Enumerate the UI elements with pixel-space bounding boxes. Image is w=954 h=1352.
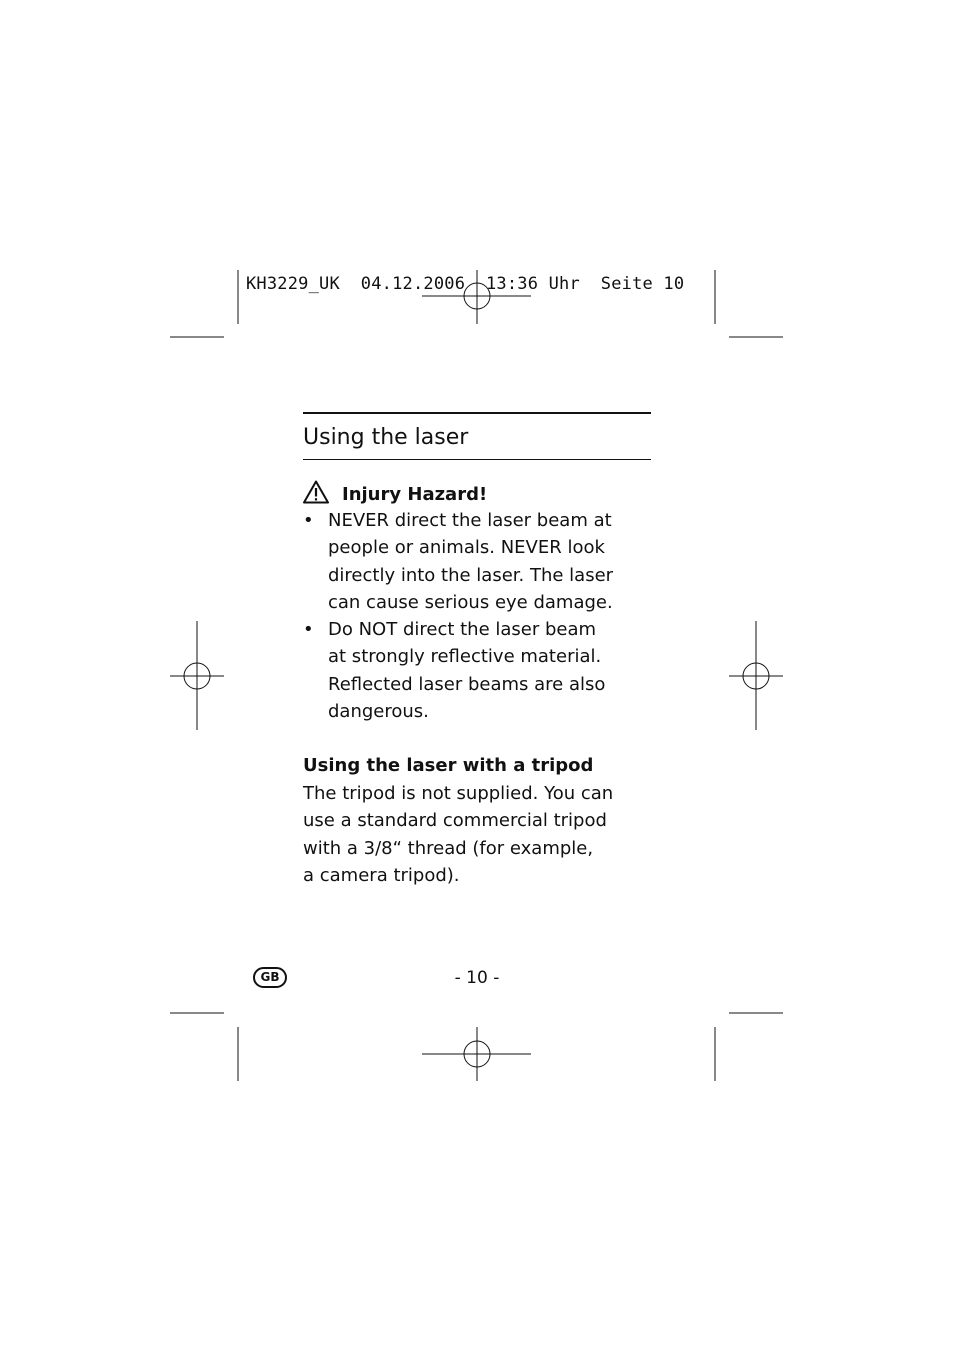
bullet-symbol: •: [303, 510, 314, 531]
section-top-rule: [303, 412, 651, 414]
language-badge: GB: [253, 967, 287, 988]
warning-label: Injury Hazard!: [342, 484, 488, 505]
registration-target-right: [729, 621, 783, 730]
tripod-paragraph: The tripod is not supplied. You can use a standard commercial tripod with a 3/8“ thread (for example, a camera tripod).: [303, 783, 614, 886]
list-item: [303, 616, 663, 725]
section-title: Using the laser: [303, 425, 469, 450]
warning-bullet-list: [303, 507, 663, 725]
section-bottom-rule: [303, 459, 651, 460]
bullet-text: NEVER direct the laser beam at people or animals. NEVER look directly into the laser. The laser can cause serious eye damage.: [328, 510, 614, 613]
warning-triangle-icon: [303, 480, 329, 504]
bullet-symbol: •: [303, 619, 314, 641]
registration-target-bottom: [422, 1027, 531, 1081]
print-slug: KH3229_UK 04.12.2006 13:36 Uhr Seite 10: [246, 274, 685, 294]
registration-target-left: [170, 621, 224, 730]
list-item: [303, 507, 663, 616]
bullet-text: Do NOT direct the laser beam at strongly reflective material. Reflected laser beams are also dangerous.: [328, 619, 606, 723]
tripod-heading: Using the laser with a tripod: [303, 755, 594, 776]
page-number: - 10 -: [454, 968, 500, 988]
